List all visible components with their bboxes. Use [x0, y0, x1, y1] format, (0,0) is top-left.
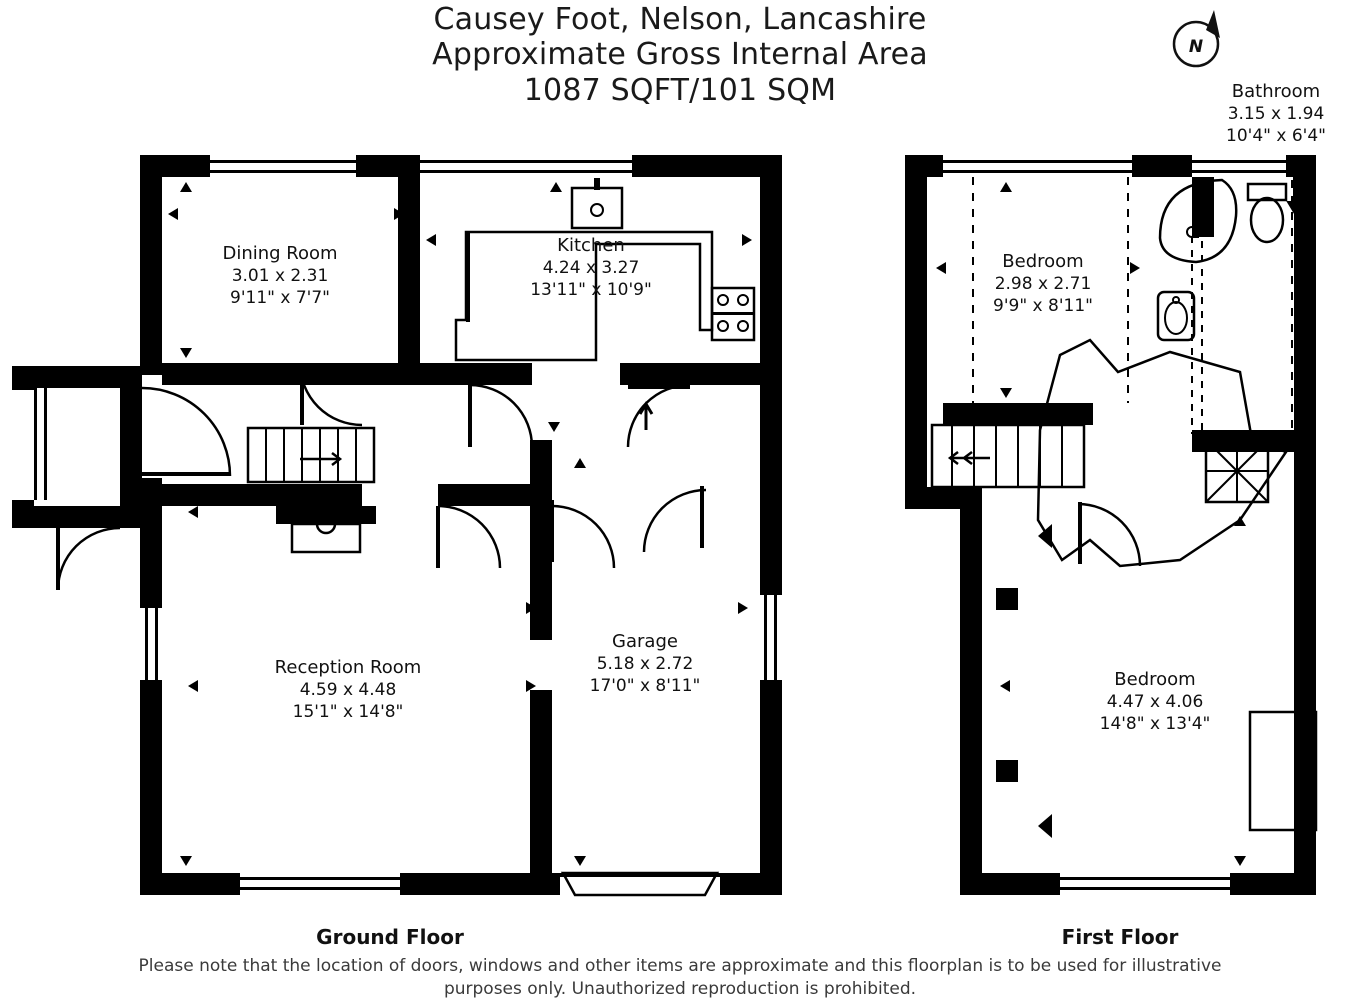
room-metric-dimensions: 4.59 x 4.48: [299, 680, 397, 701]
room-name: Reception Room: [274, 657, 422, 678]
room-label-reception-room: [243, 656, 453, 724]
room-metric-dimensions: 4.24 x 3.27: [542, 258, 640, 279]
room-imperial-dimensions: 15'1" x 14'8": [292, 702, 404, 723]
room-imperial-dimensions: 14'8" x 13'4": [1099, 714, 1211, 735]
room-label-kitchen: [486, 234, 696, 302]
title-line-address: Causey Foot, Nelson, Lancashire: [433, 2, 927, 37]
room-imperial-dimensions: 9'9" x 8'11": [993, 296, 1093, 317]
room-name: Garage: [612, 631, 678, 652]
room-label-garage: [545, 630, 745, 698]
disclaimer-line-2: purposes only. Unauthorized reproduction is prohibited.: [443, 978, 917, 999]
room-metric-dimensions: 5.18 x 2.72: [596, 654, 694, 675]
room-label-dining-room: [180, 242, 380, 310]
room-metric-dimensions: 3.15 x 1.94: [1227, 104, 1325, 125]
ground-floor-label: Ground Floor: [316, 925, 464, 949]
room-metric-dimensions: 3.01 x 2.31: [231, 266, 329, 287]
disclaimer: [80, 955, 1280, 1001]
room-name: Bedroom: [1002, 251, 1084, 272]
room-label-bathroom: [1196, 80, 1356, 148]
disclaimer-line-1: Please note that the location of doors, windows and other items are approximate and this floorplan is to be used for illustrative: [138, 956, 1222, 976]
room-imperial-dimensions: 13'11" x 10'9": [530, 280, 652, 301]
title-line-area-value: 1087 SQFT/101 SQM: [523, 72, 837, 108]
room-name: Dining Room: [222, 243, 338, 264]
room-name: Bathroom: [1231, 81, 1321, 102]
room-metric-dimensions: 2.98 x 2.71: [994, 274, 1092, 295]
title-line-area-caption: Approximate Gross Internal Area: [432, 37, 928, 73]
room-metric-dimensions: 4.47 x 4.06: [1106, 692, 1204, 713]
compass-north-label: N: [1188, 37, 1204, 57]
room-label-bedroom-2: [1055, 668, 1255, 736]
room-label-bedroom-1: [948, 250, 1138, 318]
room-name: Bedroom: [1114, 669, 1196, 690]
room-imperial-dimensions: 9'11" x 7'7": [230, 288, 330, 309]
first-floor-label: First Floor: [1061, 925, 1179, 949]
room-name: Kitchen: [557, 235, 625, 256]
room-imperial-dimensions: 17'0" x 8'11": [589, 676, 701, 697]
room-imperial-dimensions: 10'4" x 6'4": [1226, 126, 1326, 147]
